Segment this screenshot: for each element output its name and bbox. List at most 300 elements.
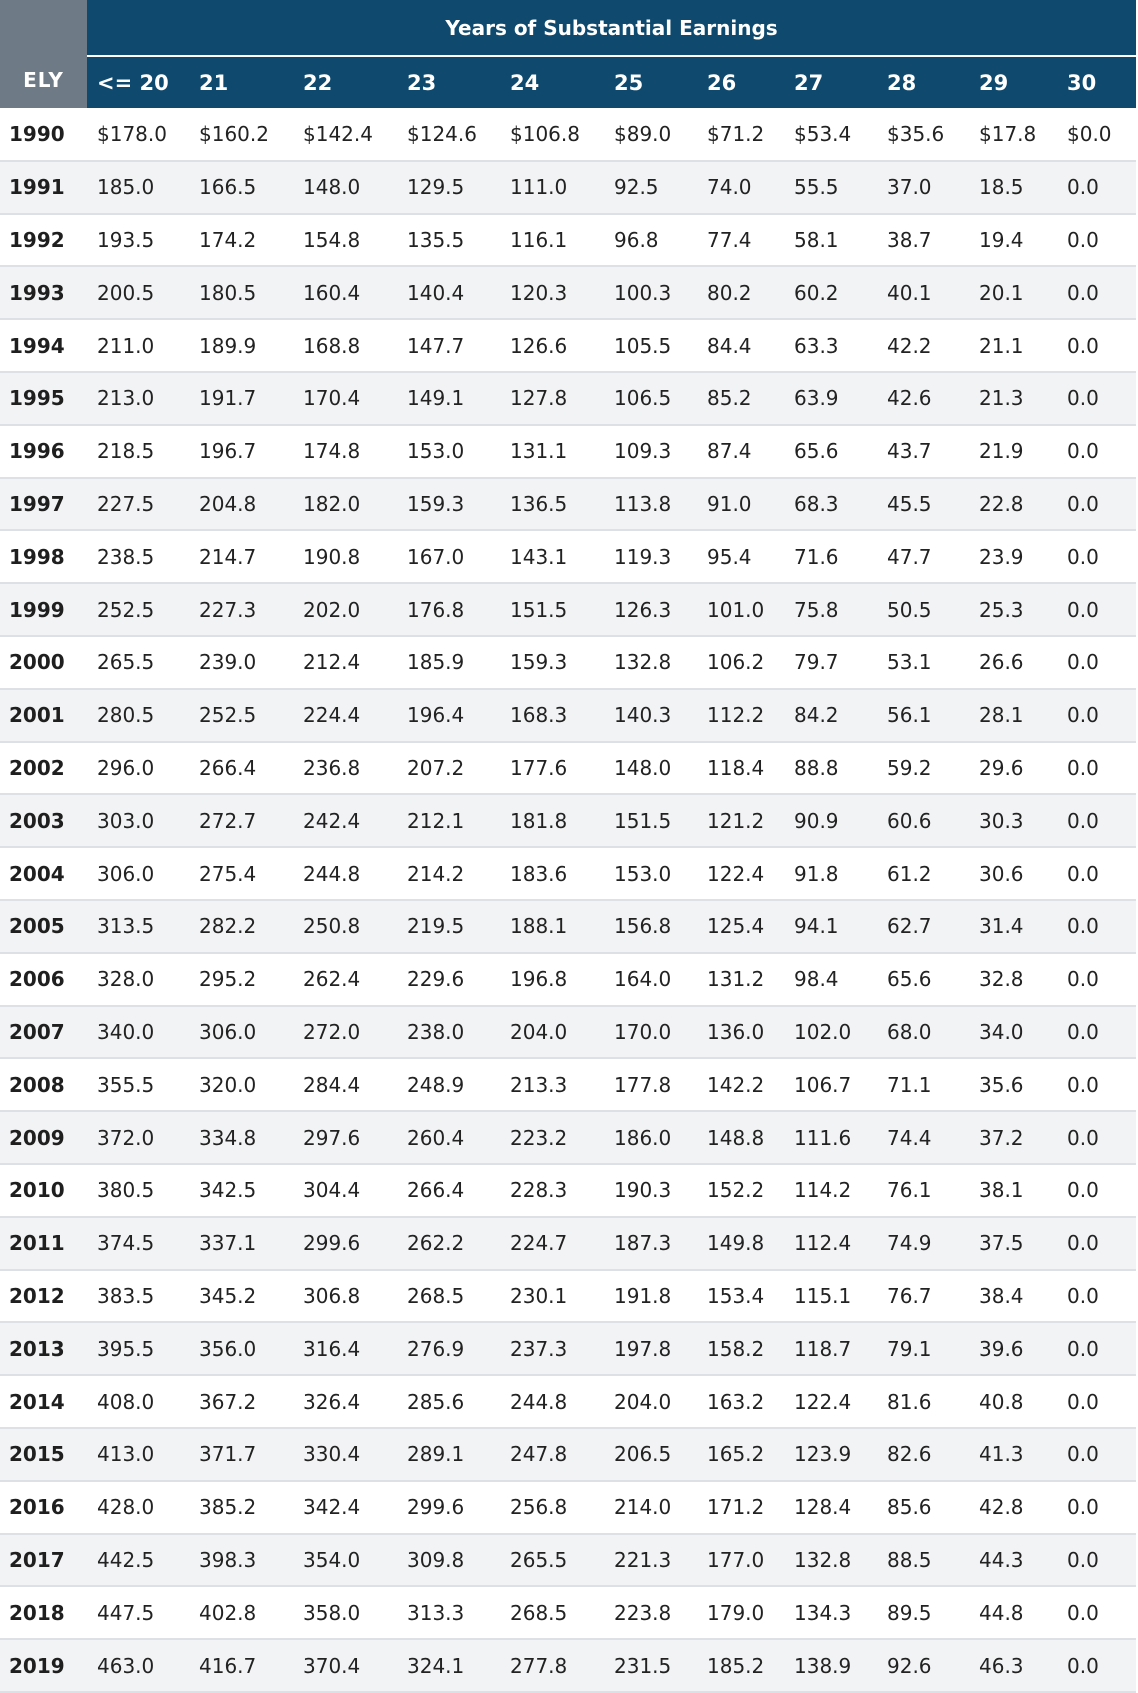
table-cell: 19.4 bbox=[969, 214, 1057, 267]
table-cell: 71.6 bbox=[784, 530, 877, 583]
table-cell: 127.8 bbox=[500, 372, 604, 425]
table-cell: 306.8 bbox=[293, 1270, 397, 1323]
table-cell: 129.5 bbox=[397, 161, 500, 214]
table-cell: 185.9 bbox=[397, 636, 500, 689]
table-cell: 151.5 bbox=[500, 583, 604, 636]
table-cell: 197.8 bbox=[604, 1322, 697, 1375]
table-cell: 74.0 bbox=[697, 161, 784, 214]
table-cell: 236.8 bbox=[293, 742, 397, 795]
table-cell: 106.7 bbox=[784, 1058, 877, 1111]
table-cell: 131.2 bbox=[697, 953, 784, 1006]
table-cell: 74.4 bbox=[877, 1111, 969, 1164]
table-cell: 37.2 bbox=[969, 1111, 1057, 1164]
table-cell: 330.4 bbox=[293, 1428, 397, 1481]
table-cell: 71.1 bbox=[877, 1058, 969, 1111]
table-cell: 0.0 bbox=[1057, 1428, 1136, 1481]
table-cell: 56.1 bbox=[877, 689, 969, 742]
table-cell: 118.4 bbox=[697, 742, 784, 795]
table-cell: 85.2 bbox=[697, 372, 784, 425]
table-cell: 0.0 bbox=[1057, 214, 1136, 267]
table-cell: 212.4 bbox=[293, 636, 397, 689]
table-row bbox=[0, 161, 1136, 214]
table-cell: 252.5 bbox=[189, 689, 293, 742]
table-cell: 183.6 bbox=[500, 847, 604, 900]
table-cell: 23.9 bbox=[969, 530, 1057, 583]
table-cell: 211.0 bbox=[87, 319, 189, 372]
table-cell: 303.0 bbox=[87, 794, 189, 847]
column-header: 23 bbox=[397, 56, 500, 108]
table-row bbox=[0, 319, 1136, 372]
table-cell: 147.7 bbox=[397, 319, 500, 372]
table-cell: 340.0 bbox=[87, 1006, 189, 1059]
table-cell: 188.1 bbox=[500, 900, 604, 953]
table-row bbox=[0, 1217, 1136, 1270]
table-row bbox=[0, 1639, 1136, 1692]
table-cell: 35.6 bbox=[969, 1058, 1057, 1111]
table-cell: 316.4 bbox=[293, 1322, 397, 1375]
table-cell: 136.5 bbox=[500, 478, 604, 531]
table-cell: 219.5 bbox=[397, 900, 500, 953]
row-year: 2000 bbox=[0, 636, 87, 689]
table-cell: 60.2 bbox=[784, 266, 877, 319]
table-cell: 223.2 bbox=[500, 1111, 604, 1164]
table-row bbox=[0, 1428, 1136, 1481]
table-cell: 46.3 bbox=[969, 1639, 1057, 1692]
table-cell: 42.2 bbox=[877, 319, 969, 372]
table-cell: 309.8 bbox=[397, 1534, 500, 1587]
table-cell: 20.1 bbox=[969, 266, 1057, 319]
table-cell: 272.7 bbox=[189, 794, 293, 847]
table-cell: 277.8 bbox=[500, 1639, 604, 1692]
row-year: 1994 bbox=[0, 319, 87, 372]
table-cell: 334.8 bbox=[189, 1111, 293, 1164]
table-cell: 149.8 bbox=[697, 1217, 784, 1270]
table-cell: 367.2 bbox=[189, 1375, 293, 1428]
table-cell: 94.1 bbox=[784, 900, 877, 953]
table-cell: 121.2 bbox=[697, 794, 784, 847]
table-row bbox=[0, 530, 1136, 583]
table-cell: 230.1 bbox=[500, 1270, 604, 1323]
table-cell: 91.8 bbox=[784, 847, 877, 900]
table-cell: 202.0 bbox=[293, 583, 397, 636]
table-cell: 77.4 bbox=[697, 214, 784, 267]
table-cell: 306.0 bbox=[189, 1006, 293, 1059]
table-cell: 266.4 bbox=[189, 742, 293, 795]
row-year: 1997 bbox=[0, 478, 87, 531]
table-row bbox=[0, 266, 1136, 319]
table-cell: 358.0 bbox=[293, 1586, 397, 1639]
table-cell: 252.5 bbox=[87, 583, 189, 636]
row-year: 1998 bbox=[0, 530, 87, 583]
table-cell: 125.4 bbox=[697, 900, 784, 953]
table-cell: 213.0 bbox=[87, 372, 189, 425]
table-cell: 18.5 bbox=[969, 161, 1057, 214]
table-cell: 416.7 bbox=[189, 1639, 293, 1692]
row-year: 1990 bbox=[0, 108, 87, 161]
table-cell: 296.0 bbox=[87, 742, 189, 795]
table-cell: 289.1 bbox=[397, 1428, 500, 1481]
table-cell: 297.6 bbox=[293, 1111, 397, 1164]
table-cell: 0.0 bbox=[1057, 425, 1136, 478]
table-cell: 266.4 bbox=[397, 1164, 500, 1217]
table-cell: 126.3 bbox=[604, 583, 697, 636]
table-cell: 179.0 bbox=[697, 1586, 784, 1639]
table-cell: 42.8 bbox=[969, 1481, 1057, 1534]
table-cell: 207.2 bbox=[397, 742, 500, 795]
table-cell: 68.0 bbox=[877, 1006, 969, 1059]
table-cell: 0.0 bbox=[1057, 742, 1136, 795]
table-cell: 276.9 bbox=[397, 1322, 500, 1375]
row-year: 2013 bbox=[0, 1322, 87, 1375]
table-cell: 44.3 bbox=[969, 1534, 1057, 1587]
table-cell: 74.9 bbox=[877, 1217, 969, 1270]
table-cell: 120.3 bbox=[500, 266, 604, 319]
table-cell: 41.3 bbox=[969, 1428, 1057, 1481]
table-cell: 395.5 bbox=[87, 1322, 189, 1375]
table-cell: 380.5 bbox=[87, 1164, 189, 1217]
table-cell: 38.7 bbox=[877, 214, 969, 267]
table-cell: 140.4 bbox=[397, 266, 500, 319]
table-cell: 50.5 bbox=[877, 583, 969, 636]
table-cell: 385.2 bbox=[189, 1481, 293, 1534]
row-year: 2014 bbox=[0, 1375, 87, 1428]
table-cell: 106.5 bbox=[604, 372, 697, 425]
table-cell: 84.2 bbox=[784, 689, 877, 742]
table-cell: 166.5 bbox=[189, 161, 293, 214]
table-cell: 109.3 bbox=[604, 425, 697, 478]
table-row bbox=[0, 636, 1136, 689]
table-cell: 463.0 bbox=[87, 1639, 189, 1692]
column-header: 27 bbox=[784, 56, 877, 108]
table-cell: 0.0 bbox=[1057, 1322, 1136, 1375]
row-year: 2004 bbox=[0, 847, 87, 900]
table-row bbox=[0, 847, 1136, 900]
table-cell: 168.8 bbox=[293, 319, 397, 372]
table-cell: 187.3 bbox=[604, 1217, 697, 1270]
table-cell: 0.0 bbox=[1057, 1481, 1136, 1534]
table-cell: 148.0 bbox=[604, 742, 697, 795]
table-cell: 34.0 bbox=[969, 1006, 1057, 1059]
table-cell: 0.0 bbox=[1057, 636, 1136, 689]
table-cell: 176.8 bbox=[397, 583, 500, 636]
table-cell: 262.4 bbox=[293, 953, 397, 1006]
table-cell: 280.5 bbox=[87, 689, 189, 742]
table-cell: 153.0 bbox=[397, 425, 500, 478]
table-cell: 0.0 bbox=[1057, 1375, 1136, 1428]
table-cell: 60.6 bbox=[877, 794, 969, 847]
table-row bbox=[0, 953, 1136, 1006]
table-cell: 174.2 bbox=[189, 214, 293, 267]
row-year: 1991 bbox=[0, 161, 87, 214]
table-cell: 170.0 bbox=[604, 1006, 697, 1059]
table-cell: 0.0 bbox=[1057, 583, 1136, 636]
row-year: 2015 bbox=[0, 1428, 87, 1481]
table-cell: 76.1 bbox=[877, 1164, 969, 1217]
table-cell: 88.8 bbox=[784, 742, 877, 795]
table-cell: 228.3 bbox=[500, 1164, 604, 1217]
table-cell: 229.6 bbox=[397, 953, 500, 1006]
table-cell: 43.7 bbox=[877, 425, 969, 478]
table-cell: 61.2 bbox=[877, 847, 969, 900]
table-cell: 299.6 bbox=[293, 1217, 397, 1270]
row-year: 2007 bbox=[0, 1006, 87, 1059]
table-cell: 132.8 bbox=[784, 1534, 877, 1587]
table-cell: 313.3 bbox=[397, 1586, 500, 1639]
table-cell: 63.3 bbox=[784, 319, 877, 372]
table-cell: 371.7 bbox=[189, 1428, 293, 1481]
table-cell: 0.0 bbox=[1057, 266, 1136, 319]
table-cell: 177.8 bbox=[604, 1058, 697, 1111]
table-cell: 244.8 bbox=[293, 847, 397, 900]
table-cell: 160.4 bbox=[293, 266, 397, 319]
table-cell: 126.6 bbox=[500, 319, 604, 372]
column-header: 29 bbox=[969, 56, 1057, 108]
table-cell: 180.5 bbox=[189, 266, 293, 319]
table-cell: 95.4 bbox=[697, 530, 784, 583]
row-year: 2005 bbox=[0, 900, 87, 953]
table-cell: $17.8 bbox=[969, 108, 1057, 161]
table-cell: 85.6 bbox=[877, 1481, 969, 1534]
table-cell: 223.8 bbox=[604, 1586, 697, 1639]
table-cell: 152.2 bbox=[697, 1164, 784, 1217]
table-cell: 0.0 bbox=[1057, 530, 1136, 583]
table-cell: 105.5 bbox=[604, 319, 697, 372]
table-cell: $89.0 bbox=[604, 108, 697, 161]
table-body bbox=[0, 108, 1136, 1692]
table-cell: 135.5 bbox=[397, 214, 500, 267]
table-cell: $124.6 bbox=[397, 108, 500, 161]
table-cell: 242.4 bbox=[293, 794, 397, 847]
table-cell: 38.4 bbox=[969, 1270, 1057, 1323]
table-header bbox=[0, 0, 1136, 108]
table-cell: 238.5 bbox=[87, 530, 189, 583]
table-cell: 38.1 bbox=[969, 1164, 1057, 1217]
table-row bbox=[0, 900, 1136, 953]
table-cell: 247.8 bbox=[500, 1428, 604, 1481]
column-header: 30 bbox=[1057, 56, 1136, 108]
table-cell: 0.0 bbox=[1057, 900, 1136, 953]
table-row bbox=[0, 1058, 1136, 1111]
table-cell: 171.2 bbox=[697, 1481, 784, 1534]
table-cell: 370.4 bbox=[293, 1639, 397, 1692]
table-cell: 25.3 bbox=[969, 583, 1057, 636]
table-cell: 91.0 bbox=[697, 478, 784, 531]
table-cell: 383.5 bbox=[87, 1270, 189, 1323]
table-cell: 88.5 bbox=[877, 1534, 969, 1587]
table-row bbox=[0, 1322, 1136, 1375]
table-cell: 213.3 bbox=[500, 1058, 604, 1111]
table-cell: 227.5 bbox=[87, 478, 189, 531]
table-cell: $106.8 bbox=[500, 108, 604, 161]
table-cell: 165.2 bbox=[697, 1428, 784, 1481]
table-cell: 186.0 bbox=[604, 1111, 697, 1164]
row-year: 1995 bbox=[0, 372, 87, 425]
table-cell: 313.5 bbox=[87, 900, 189, 953]
table-cell: 158.2 bbox=[697, 1322, 784, 1375]
table-cell: 159.3 bbox=[500, 636, 604, 689]
table-cell: 0.0 bbox=[1057, 1058, 1136, 1111]
table-cell: 191.7 bbox=[189, 372, 293, 425]
table-row bbox=[0, 742, 1136, 795]
table-cell: 122.4 bbox=[784, 1375, 877, 1428]
table-cell: $178.0 bbox=[87, 108, 189, 161]
table-cell: 295.2 bbox=[189, 953, 293, 1006]
table-cell: 372.0 bbox=[87, 1111, 189, 1164]
table-row bbox=[0, 583, 1136, 636]
table-cell: 0.0 bbox=[1057, 161, 1136, 214]
table-cell: 92.5 bbox=[604, 161, 697, 214]
table-cell: 196.8 bbox=[500, 953, 604, 1006]
table-cell: 82.6 bbox=[877, 1428, 969, 1481]
table-cell: 31.4 bbox=[969, 900, 1057, 953]
table-cell: 167.0 bbox=[397, 530, 500, 583]
table-row bbox=[0, 1111, 1136, 1164]
table-cell: 428.0 bbox=[87, 1481, 189, 1534]
table-cell: 89.5 bbox=[877, 1586, 969, 1639]
table-cell: 284.4 bbox=[293, 1058, 397, 1111]
row-year: 2018 bbox=[0, 1586, 87, 1639]
table-cell: 84.4 bbox=[697, 319, 784, 372]
table-cell: 45.5 bbox=[877, 478, 969, 531]
table-cell: 0.0 bbox=[1057, 372, 1136, 425]
table-cell: 212.1 bbox=[397, 794, 500, 847]
table-cell: $35.6 bbox=[877, 108, 969, 161]
table-cell: 79.7 bbox=[784, 636, 877, 689]
table-cell: 185.0 bbox=[87, 161, 189, 214]
row-year: 2008 bbox=[0, 1058, 87, 1111]
table-cell: 111.6 bbox=[784, 1111, 877, 1164]
table-cell: 37.5 bbox=[969, 1217, 1057, 1270]
table-cell: 101.0 bbox=[697, 583, 784, 636]
table-cell: 177.6 bbox=[500, 742, 604, 795]
table-cell: 402.8 bbox=[189, 1586, 293, 1639]
table-cell: 260.4 bbox=[397, 1111, 500, 1164]
table-cell: 272.0 bbox=[293, 1006, 397, 1059]
table-cell: 185.2 bbox=[697, 1639, 784, 1692]
table-cell: 0.0 bbox=[1057, 1534, 1136, 1587]
table-cell: 413.0 bbox=[87, 1428, 189, 1481]
table-cell: 159.3 bbox=[397, 478, 500, 531]
table-cell: 181.8 bbox=[500, 794, 604, 847]
table-cell: 177.0 bbox=[697, 1534, 784, 1587]
table-cell: 299.6 bbox=[397, 1481, 500, 1534]
table-cell: $71.2 bbox=[697, 108, 784, 161]
table-cell: 149.1 bbox=[397, 372, 500, 425]
table-cell: 122.4 bbox=[697, 847, 784, 900]
table-cell: 224.7 bbox=[500, 1217, 604, 1270]
table-cell: 248.9 bbox=[397, 1058, 500, 1111]
column-header: 28 bbox=[877, 56, 969, 108]
table-cell: 153.4 bbox=[697, 1270, 784, 1323]
row-year: 2016 bbox=[0, 1481, 87, 1534]
table-cell: 112.2 bbox=[697, 689, 784, 742]
table-cell: 193.5 bbox=[87, 214, 189, 267]
header-title-row bbox=[0, 0, 1136, 56]
table-cell: 268.5 bbox=[500, 1586, 604, 1639]
table-cell: 191.8 bbox=[604, 1270, 697, 1323]
table-row bbox=[0, 372, 1136, 425]
table-cell: 53.1 bbox=[877, 636, 969, 689]
table-cell: 320.0 bbox=[189, 1058, 293, 1111]
row-year: 2009 bbox=[0, 1111, 87, 1164]
table-cell: 214.2 bbox=[397, 847, 500, 900]
table-cell: 170.4 bbox=[293, 372, 397, 425]
table-cell: 304.4 bbox=[293, 1164, 397, 1217]
table-cell: 275.4 bbox=[189, 847, 293, 900]
row-year: 2006 bbox=[0, 953, 87, 1006]
table-cell: 148.8 bbox=[697, 1111, 784, 1164]
row-year: 2001 bbox=[0, 689, 87, 742]
table-cell: 112.4 bbox=[784, 1217, 877, 1270]
table-cell: 231.5 bbox=[604, 1639, 697, 1692]
table-cell: 26.6 bbox=[969, 636, 1057, 689]
table-cell: 37.0 bbox=[877, 161, 969, 214]
table-cell: 355.5 bbox=[87, 1058, 189, 1111]
table-cell: 80.2 bbox=[697, 266, 784, 319]
row-year: 2019 bbox=[0, 1639, 87, 1692]
table-cell: 374.5 bbox=[87, 1217, 189, 1270]
row-year: 1992 bbox=[0, 214, 87, 267]
table-cell: 21.9 bbox=[969, 425, 1057, 478]
group-title: Years of Substantial Earnings bbox=[87, 0, 1136, 56]
table-cell: 204.0 bbox=[604, 1375, 697, 1428]
table-cell: 131.1 bbox=[500, 425, 604, 478]
table-cell: 118.7 bbox=[784, 1322, 877, 1375]
table-cell: 136.0 bbox=[697, 1006, 784, 1059]
table-cell: 75.8 bbox=[784, 583, 877, 636]
table-cell: 442.5 bbox=[87, 1534, 189, 1587]
table-cell: 21.1 bbox=[969, 319, 1057, 372]
table-row bbox=[0, 1534, 1136, 1587]
table-cell: 337.1 bbox=[189, 1217, 293, 1270]
column-header: 26 bbox=[697, 56, 784, 108]
table-row bbox=[0, 478, 1136, 531]
table-cell: 0.0 bbox=[1057, 1164, 1136, 1217]
table-cell: 32.8 bbox=[969, 953, 1057, 1006]
table-cell: 87.4 bbox=[697, 425, 784, 478]
table-cell: 123.9 bbox=[784, 1428, 877, 1481]
table-cell: 114.2 bbox=[784, 1164, 877, 1217]
table-cell: 0.0 bbox=[1057, 689, 1136, 742]
table-cell: 55.5 bbox=[784, 161, 877, 214]
table-row bbox=[0, 1481, 1136, 1534]
table-cell: 237.3 bbox=[500, 1322, 604, 1375]
table-cell: 250.8 bbox=[293, 900, 397, 953]
table-cell: 0.0 bbox=[1057, 1586, 1136, 1639]
table-cell: 39.6 bbox=[969, 1322, 1057, 1375]
table-cell: 163.2 bbox=[697, 1375, 784, 1428]
table-cell: 408.0 bbox=[87, 1375, 189, 1428]
row-year: 2017 bbox=[0, 1534, 87, 1587]
table-cell: 102.0 bbox=[784, 1006, 877, 1059]
table-cell: 262.2 bbox=[397, 1217, 500, 1270]
row-year: 2010 bbox=[0, 1164, 87, 1217]
table-cell: 214.7 bbox=[189, 530, 293, 583]
table-row bbox=[0, 1375, 1136, 1428]
table-cell: $160.2 bbox=[189, 108, 293, 161]
table-cell: 63.9 bbox=[784, 372, 877, 425]
table-cell: 28.1 bbox=[969, 689, 1057, 742]
column-header: 24 bbox=[500, 56, 604, 108]
table-cell: 40.8 bbox=[969, 1375, 1057, 1428]
table-row bbox=[0, 689, 1136, 742]
column-header: 25 bbox=[604, 56, 697, 108]
table-cell: 62.7 bbox=[877, 900, 969, 953]
row-header-label: ELY bbox=[0, 0, 87, 108]
table-cell: 96.8 bbox=[604, 214, 697, 267]
table-cell: 68.3 bbox=[784, 478, 877, 531]
table-cell: 115.1 bbox=[784, 1270, 877, 1323]
